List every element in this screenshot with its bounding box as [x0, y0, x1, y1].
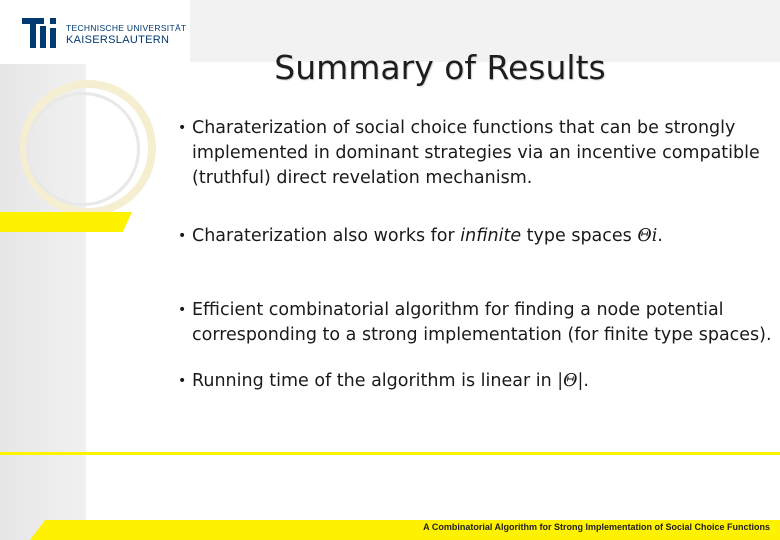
- decor-ring-inner: [26, 92, 140, 206]
- bullet-item: [178, 224, 777, 249]
- bullet-text: Running time of the algorithm is linear in: [192, 371, 558, 391]
- bullet-emphasis: infinite: [460, 226, 522, 246]
- bullet-text: Charaterization of social choice functions that can be strongly implemented in dominant strategies via an incentive compatible (truthful) direct revelation mechanism.: [192, 118, 760, 188]
- bullet-dot-icon: •: [178, 302, 187, 318]
- bullet-item: [178, 298, 777, 348]
- footer-text: A Combinatorial Algorithm for Strong Implementation of Social Choice Functions: [423, 522, 770, 532]
- bullet-dot-icon: •: [178, 120, 187, 136]
- bullet-item: [178, 116, 777, 191]
- slide-title: Summary of Results: [274, 48, 606, 87]
- yellow-accent-band: [0, 212, 132, 232]
- bullet-text: Efficient combinatorial algorithm for finding a node potential corresponding to a strong implementation (for finite type spaces).: [192, 300, 772, 345]
- logo-text: [66, 22, 186, 46]
- bullet-item: [178, 369, 777, 394]
- logo-line-2: KAISERSLAUTERN: [66, 34, 170, 46]
- tu-logo-icon: [20, 14, 60, 52]
- bullet-text: Charaterization also works for: [192, 226, 461, 246]
- logo-line-1: TECHNISCHE UNIVERSITÄT: [66, 23, 187, 33]
- math-symbol: Θi: [637, 226, 658, 246]
- bullet-dot-icon: •: [178, 373, 187, 389]
- bullet-text: .: [657, 226, 663, 246]
- yellow-divider-line: [0, 452, 780, 455]
- bullet-text: .: [583, 371, 589, 391]
- bullet-dot-icon: •: [178, 228, 187, 244]
- bullet-text: type spaces: [521, 226, 638, 246]
- math-symbol: |Θ|: [557, 371, 584, 391]
